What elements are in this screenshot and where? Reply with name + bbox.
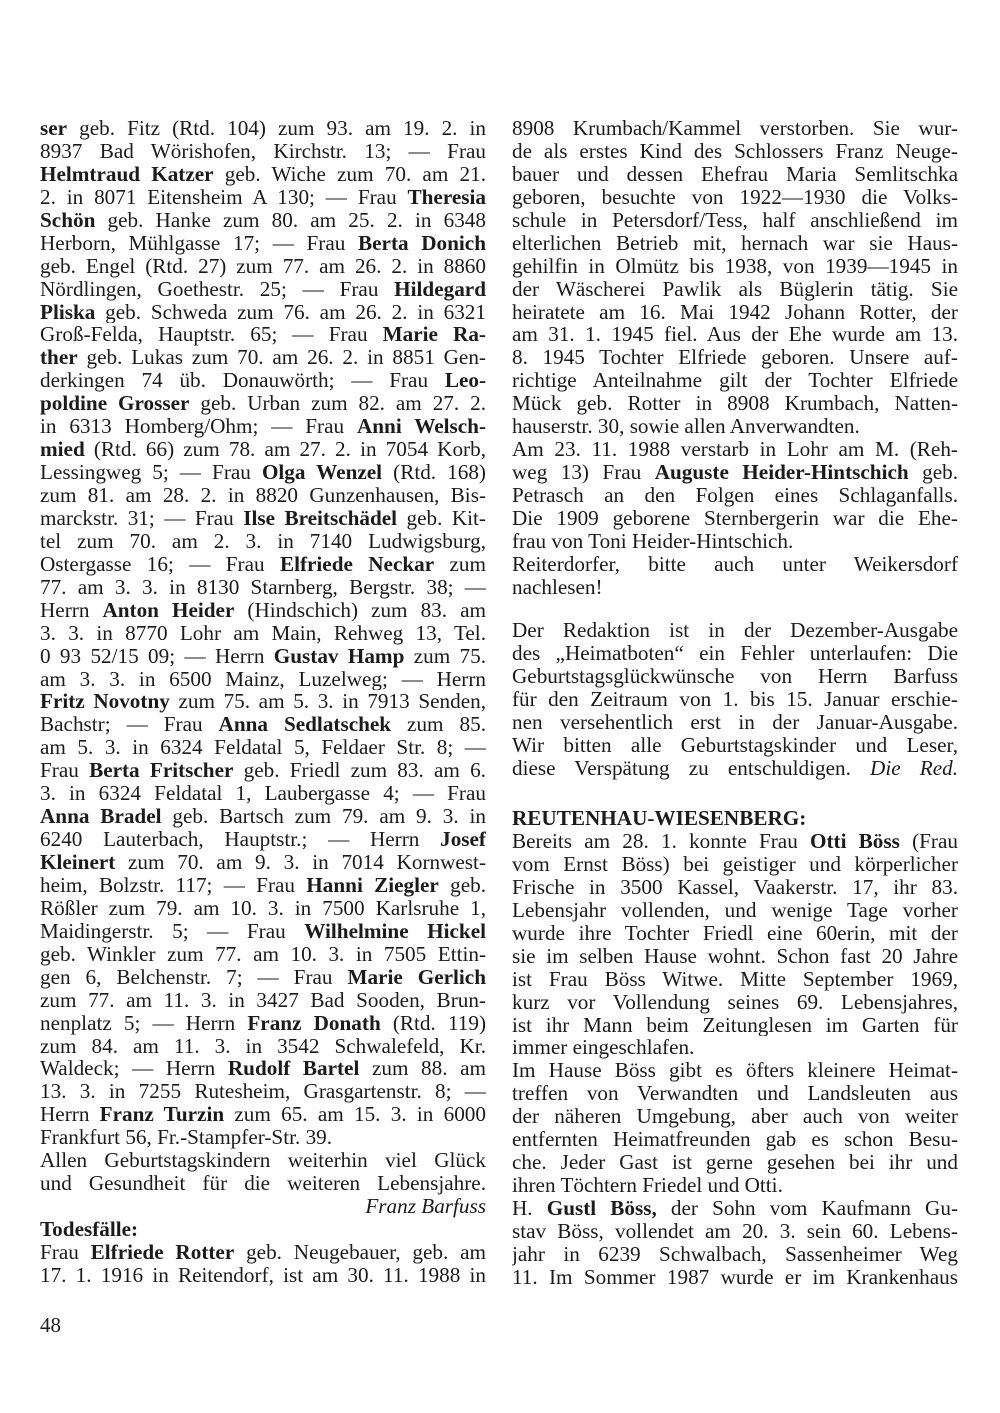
text-line: [40, 828, 486, 851]
text-line: [40, 622, 486, 645]
text-run: geb. Wiche zum 70. am 21.: [213, 162, 486, 186]
text-run: der Sohn vom Kaufmann Gu-: [656, 1197, 958, 1220]
text-run: in 6313 Homberg/Ohm; — Frau: [40, 415, 357, 439]
page-number: 48: [40, 1313, 61, 1337]
text-line: [40, 966, 486, 989]
text-run: jahr in 6239 Schwalbach, Sassenheimer Weg: [512, 1242, 958, 1266]
italic-signature: Die Red.: [870, 756, 958, 780]
text-line: [40, 1264, 486, 1287]
text-line: [40, 989, 486, 1012]
text-line: [512, 968, 958, 991]
bold-name: Gustav Hamp: [273, 644, 405, 668]
text-run: heiratete am 16. Mai 1942 Johann Rotter, der: [512, 300, 958, 324]
bold-name: Wilhelmine Hickel: [304, 919, 486, 943]
text-run: Frankfurt 56, Fr.-Stampfer-Str. 39.: [40, 1126, 333, 1150]
bold-name: Franz Donath: [247, 1011, 381, 1035]
text-run: der näheren Umgebung, aber auch von weiter: [512, 1105, 958, 1129]
text-line: [512, 876, 958, 899]
text-line: [40, 1057, 486, 1080]
text-run: Bereits am 28. 1. konnte Frau: [512, 830, 810, 853]
text-run: diese Verspätung zu entschuldigen.: [512, 756, 851, 780]
bold-name: Olga Wenzel: [261, 461, 383, 484]
text-run: Frau: [40, 759, 90, 783]
text-line: [40, 301, 486, 324]
bold-name: Anna Sedlatschek: [218, 713, 392, 737]
text-line: [40, 897, 486, 920]
text-line: [40, 690, 486, 713]
text-run: zum 70. am 9. 3. in 7014 Kornwest-: [115, 851, 486, 874]
text-run: geb. Engel (Rtd. 27) zum 77. am 26. 2. in 8860: [40, 254, 486, 278]
text-run: Der Redaktion ist in der Dezember-Ausgabe: [512, 619, 958, 642]
text-run: geb.: [438, 873, 486, 897]
text-line: [40, 851, 486, 874]
text-run: bauer und dessen Ehefrau Maria Semlitschka: [512, 162, 958, 186]
text-run: Nördlingen, Goethestr. 25; — Frau: [40, 277, 395, 301]
text-run: Groß-Felda, Hauptstr. 65; — Frau: [40, 323, 383, 347]
text-run: Herborn, Mühlgasse 17; — Frau: [40, 231, 359, 255]
text-run: wurde ihre Tochter Friedl eine 60erin, mit der: [512, 921, 958, 945]
bold-name: poldine Grosser: [40, 392, 190, 416]
text-line: [40, 645, 486, 668]
text-run: 13. 3. in 7255 Rutesheim, Grasgartenstr. 8; —: [40, 1080, 486, 1104]
bold-name: Josef: [440, 828, 486, 851]
bold-name: Leo-: [444, 369, 486, 393]
text-line: [40, 782, 486, 805]
text-line: [512, 553, 958, 576]
text-line: [512, 734, 958, 757]
text-run: Herrn: [40, 598, 103, 622]
text-run: 3. 3. in 8770 Lohr am Main, Rehweg 13, Tel.: [40, 621, 486, 645]
text-run: 0 93 52/15 09; — Herrn: [40, 644, 274, 668]
text-run: geb. Lukas zum 70. am 26. 2. in 8851 Gen-: [77, 346, 486, 370]
left-column: [40, 117, 486, 1287]
bold-name: Franz Turzin: [99, 1103, 225, 1127]
bold-name: Anna Bradel: [40, 805, 162, 829]
text-line: [512, 688, 958, 711]
text-run: weg 13) Frau: [512, 461, 655, 484]
text-run: elterlichen Betrieb mit, hernach war sie Haus-: [512, 231, 958, 255]
text-run: des „Heimatboten“ ein Fehler unterlaufen: Die: [512, 641, 958, 665]
text-run: zum 77. am 11. 3. in 3427 Bad Sooden, Brun-: [40, 988, 486, 1012]
bold-name: Otti Böss: [809, 830, 900, 853]
text-line: [512, 140, 958, 163]
section-heading: REUTENHAU-WIESENBERG:: [512, 807, 807, 830]
text-run: geb. Neugebauer, geb. am: [234, 1240, 486, 1264]
text-line: [40, 713, 486, 736]
text-run: kurz vor Vollendung seines 69. Lebensjahres,: [512, 990, 958, 1014]
text-line: [512, 642, 958, 665]
text-run: gehilfin in Olmütz bis 1938, von 1939—1945 in: [512, 254, 958, 278]
text-line: [512, 278, 958, 301]
text-line: [40, 1035, 486, 1058]
text-line: [40, 1149, 486, 1172]
text-line: [40, 323, 486, 346]
text-line: [40, 599, 486, 622]
bold-name: Rudolf Bartel: [227, 1057, 360, 1081]
text-line: [512, 1014, 958, 1037]
bold-name: Hanni Ziegler: [306, 873, 439, 897]
text-run: am 5. 3. in 6324 Feldatal 5, Feldaer Str. 8; —: [40, 736, 486, 760]
text-line: [512, 899, 958, 922]
text-run: zum 75.: [404, 644, 486, 668]
text-run: 11. Im Sommer 1987 wurde er im Krankenhaus: [512, 1265, 958, 1289]
text-run: Lebensjahr vollenden, und wenige Tage vorher: [512, 898, 958, 922]
text-line: [40, 1103, 486, 1126]
text-line: [40, 484, 486, 507]
bold-name: Pliska: [40, 300, 96, 324]
text-line: [512, 1220, 958, 1243]
section-heading-reutenhau: [512, 807, 958, 830]
text-line: [40, 163, 486, 186]
text-line: [40, 736, 486, 759]
text-run: Frau: [40, 1240, 91, 1264]
text-run: gen 6, Belchenstr. 7; — Frau: [40, 965, 348, 989]
text-run: Rößler zum 79. am 10. 3. in 7500 Karlsruhe 1,: [40, 896, 486, 920]
text-run: (Rtd. 119): [380, 1011, 486, 1035]
text-run: geb. Hanke zum 80. am 25. 2. in 6348: [95, 208, 486, 232]
text-run: zum 65. am 15. 3. in 6000: [224, 1103, 486, 1127]
text-run: ist Frau Böss Witwe. Mitte September 1969,: [512, 967, 958, 991]
text-run: zum 84. am 11. 3. in 3542 Schwalefeld, Kr.: [40, 1034, 486, 1058]
text-run: 2. in 8071 Eitensheim A 130; — Frau: [40, 185, 408, 209]
text-line: [40, 232, 486, 255]
text-run: geb. Winkler zum 77. am 10. 3. in 7505 Ettin-: [40, 942, 486, 966]
text-run: Mück geb. Rotter in 8908 Krumbach, Natten-: [512, 392, 958, 416]
text-run: (Frau: [899, 830, 958, 853]
text-run: nachlesen!: [512, 575, 603, 599]
text-line: [40, 1218, 486, 1241]
text-run: Herrn: [40, 1103, 100, 1127]
text-run: schule in Petersdorf/Tess, half anschließend im: [512, 208, 958, 232]
bold-name: Gustl Böss,: [546, 1197, 657, 1220]
text-run: hauserstr. 30, sowie allen Anverwandten.: [512, 415, 860, 439]
text-line: [512, 945, 958, 968]
text-run: (Rtd. 66) zum 78. am 27. 2. in 7054 Korb,: [84, 438, 486, 462]
text-run: geb. Fitz (Rtd. 104) zum 93. am 19. 2. in: [67, 117, 486, 140]
text-run: ihren Töchtern Friedel und Otti.: [512, 1174, 783, 1197]
text-run: sie im selben Hause wohnt. Schon fast 20 Jahre: [512, 944, 958, 968]
text-run: geb. Friedl zum 83. am 6.: [233, 759, 486, 783]
text-line: [512, 665, 958, 688]
text-line: [512, 209, 958, 232]
text-line: [40, 920, 486, 943]
text-run: vom Ernst Böss) bei geistiger und körperlicher: [512, 852, 958, 876]
italic-signature: Franz Barfuss: [365, 1195, 486, 1218]
bold-name: Kleinert: [40, 851, 116, 874]
text-run: 8937 Bad Wörishofen, Kirchstr. 13; — Frau: [40, 139, 486, 163]
text-line: [40, 1241, 486, 1264]
text-run: geb. Bartsch zum 79. am 9. 3. in: [161, 805, 486, 829]
text-line: [40, 576, 486, 599]
text-line: [40, 140, 486, 163]
text-line: [40, 805, 486, 828]
text-run: geboren, besuchte von 1922—1930 die Volks-: [512, 185, 958, 209]
text-run: und Gesundheit für die weiteren Lebensjahre.: [40, 1172, 486, 1196]
text-run: treffen von Verwandten und Landsleuten aus: [512, 1082, 958, 1106]
text-run: marckstr. 31; — Frau: [40, 506, 244, 530]
text-run: Am 23. 11. 1988 verstarb in Lohr am M. (Reh-: [512, 438, 958, 462]
text-line: [512, 853, 958, 876]
text-run: zum 88. am: [359, 1057, 486, 1081]
text-line: [512, 438, 958, 461]
text-line: [512, 232, 958, 255]
bold-name: Marie Gerlich: [347, 965, 486, 989]
text-run: entfernten Heimatfreunden gab es schon Besu-: [512, 1128, 958, 1152]
text-line: [512, 346, 958, 369]
text-line: [40, 1195, 486, 1218]
text-run: H.: [512, 1197, 547, 1220]
text-line: [512, 415, 958, 438]
text-run: 6240 Lauterbach, Hauptstr.; — Herrn: [40, 828, 441, 851]
text-line: [512, 830, 958, 853]
text-run: geb. Schweda zum 76. am 26. 2. in 6321: [95, 300, 486, 324]
text-line: [40, 1172, 486, 1195]
bold-name: Elfriede Neckar: [279, 552, 435, 576]
bold-name: Marie Ra-: [382, 323, 486, 347]
text-run: frau von Toni Heider-Hintschich.: [512, 529, 794, 553]
text-run: geb. Urban zum 82. am 27. 2.: [189, 392, 486, 416]
bold-name: Anton Heider: [102, 598, 235, 622]
text-run: Reiterdorfer, bitte auch unter Weikersdorf: [512, 552, 958, 576]
text-line: [40, 461, 486, 484]
text-line: [512, 392, 958, 415]
text-line: [512, 1197, 958, 1220]
bold-name: Fritz Novotny: [40, 690, 170, 714]
text-line: [512, 301, 958, 324]
bold-name: Berta Fritscher: [89, 759, 234, 783]
bold-name: Schön: [40, 208, 96, 232]
text-run: Im Hause Böss gibt es öfters kleinere Heimat-: [512, 1059, 958, 1083]
text-line: [512, 1036, 958, 1059]
text-line: [512, 369, 958, 392]
text-run: 3. in 6324 Feldatal 1, Laubergasse 4; — Frau: [40, 782, 486, 806]
bold-name: Ilse Breitschädel: [243, 506, 398, 530]
text-run: Allen Geburtstagskindern weiterhin viel Glück: [40, 1149, 486, 1173]
bold-name: Auguste Heider-Hintschich: [654, 461, 909, 484]
text-run: zum 81. am 28. 2. in 8820 Gunzenhausen, Bis-: [40, 484, 486, 507]
text-line: [512, 1243, 958, 1266]
text-run: stav Böss, vollendet am 20. 3. sein 60. Lebens-: [512, 1219, 958, 1243]
text-line: [512, 1059, 958, 1082]
text-line: [40, 438, 486, 461]
text-line: [40, 415, 486, 438]
text-line: [512, 117, 958, 140]
text-line: [512, 922, 958, 945]
text-run: heim, Bolzstr. 117; — Frau: [40, 873, 307, 897]
text-line: [512, 1082, 958, 1105]
text-line: [40, 346, 486, 369]
text-run: ist ihr Mann beim Zeitunglesen im Garten für: [512, 1013, 958, 1037]
text-run: für den Zeitraum von 1. bis 15. Januar erschie-: [512, 687, 958, 711]
text-line: [40, 1126, 486, 1149]
text-line: [40, 1012, 486, 1035]
bold-name: ther: [40, 346, 78, 370]
text-line: [512, 186, 958, 209]
text-line: [40, 392, 486, 415]
bold-name: Anni Welsch-: [356, 415, 486, 439]
text-line: [40, 186, 486, 209]
text-line: [512, 1105, 958, 1128]
text-line: [40, 1080, 486, 1103]
text-line: [40, 530, 486, 553]
text-run: 8. 1945 Tochter Elfriede geboren. Unsere auf-: [512, 346, 958, 370]
text-line: [40, 553, 486, 576]
text-line: [512, 1174, 958, 1197]
text-run: immer eingeschlafen.: [512, 1036, 695, 1060]
text-run: zum 75. am 5. 3. in 7913 Senden,: [169, 690, 486, 714]
text-line: [512, 461, 958, 484]
text-run: zum: [434, 552, 486, 576]
text-run: Waldeck; — Herrn: [40, 1057, 228, 1081]
text-run: am 31. 1. 1945 fiel. Aus der Ehe wurde am 13.: [512, 323, 958, 347]
text-line: [512, 484, 958, 507]
text-line: [512, 1151, 958, 1174]
text-line: [512, 1128, 958, 1151]
text-run: geb. Kit-: [397, 506, 486, 530]
bold-name: Hildegard: [394, 277, 486, 301]
text-run: nenplatz 5; — Herrn: [40, 1011, 248, 1035]
text-line: [40, 874, 486, 897]
text-run: Bachstr; — Frau: [40, 713, 219, 737]
text-run: richtige Anteilnahme gilt der Tochter Elfriede: [512, 369, 958, 393]
text-run: Frische in 3500 Kassel, Vaakerstr. 17, ihr 83.: [512, 875, 958, 899]
text-line: [40, 369, 486, 392]
text-line: [512, 255, 958, 278]
text-line: [40, 507, 486, 530]
text-line: [40, 209, 486, 232]
text-run: derkingen 74 üb. Donauwörth; — Frau: [40, 369, 445, 393]
text-line: [512, 576, 958, 599]
text-run: che. Jeder Gast ist gerne gesehen bei ihr und: [512, 1151, 958, 1175]
text-run: Lessingweg 5; — Frau: [40, 461, 262, 484]
text-line: [512, 507, 958, 530]
text-line: [40, 759, 486, 782]
bold-name: Berta Donich: [358, 231, 486, 255]
text-line: [40, 943, 486, 966]
text-line: [512, 619, 958, 642]
text-line: [40, 278, 486, 301]
text-run: am 3. 3. in 6500 Mainz, Luzelweg; — Herrn: [40, 667, 486, 691]
bold-name: mied: [40, 438, 85, 462]
text-line: [512, 757, 958, 780]
text-run: tel zum 70. am 2. 3. in 7140 Ludwigsburg,: [40, 529, 486, 553]
text-run: der Wäscherei Pawlik als Büglerin tätig. Sie: [512, 277, 958, 301]
reutenhau-article: [512, 830, 958, 1289]
bold-name: Theresia: [407, 185, 486, 209]
text-line: [40, 255, 486, 278]
text-run: Die 1909 geborene Sternbergerin war die Ehe-: [512, 506, 958, 530]
text-run: Petrasch an den Folgen eines Schlaganfalls.: [512, 484, 958, 507]
bold-name: Todesfälle:: [40, 1218, 139, 1241]
text-run: nen versehentlich erst in der Januar-Ausgabe.: [512, 710, 958, 734]
text-line: [512, 323, 958, 346]
text-run: 17. 1. 1916 in Reitendorf, ist am 30. 11. 1988 in: [40, 1263, 486, 1287]
editorial-notice: [512, 619, 958, 780]
text-run: 77. am 3. 3. in 8130 Starnberg, Bergstr. 38; —: [40, 575, 486, 599]
bold-name: ser: [40, 117, 68, 140]
text-line: [512, 991, 958, 1014]
text-run: Wir bitten alle Geburtstagskinder und Leser,: [512, 733, 958, 757]
text-run: Geburtstagsglückwünsche von Herrn Barfuss: [512, 664, 958, 688]
text-run: 8908 Krumbach/Kammel verstorben. Sie wur-: [512, 117, 958, 140]
text-run: zum 85.: [391, 713, 486, 737]
text-line: [40, 668, 486, 691]
text-run: de als erstes Kind des Schlossers Franz Neuge-: [512, 139, 958, 163]
bold-name: Helmtraud Katzer: [40, 162, 214, 186]
text-run: Ostergasse 16; — Frau: [40, 552, 280, 576]
obituary-continued: [512, 117, 958, 599]
bold-name: Elfriede Rotter: [90, 1240, 235, 1264]
text-line: [512, 530, 958, 553]
text-line: [512, 163, 958, 186]
text-run: geb.: [908, 461, 958, 484]
text-run: (Rtd. 168): [382, 461, 486, 484]
text-line: [512, 711, 958, 734]
text-line: [512, 1266, 958, 1289]
text-line: [40, 117, 486, 140]
text-run: Maidingerstr. 5; — Frau: [40, 919, 305, 943]
text-run: (Hindschich) zum 83. am: [234, 598, 486, 622]
